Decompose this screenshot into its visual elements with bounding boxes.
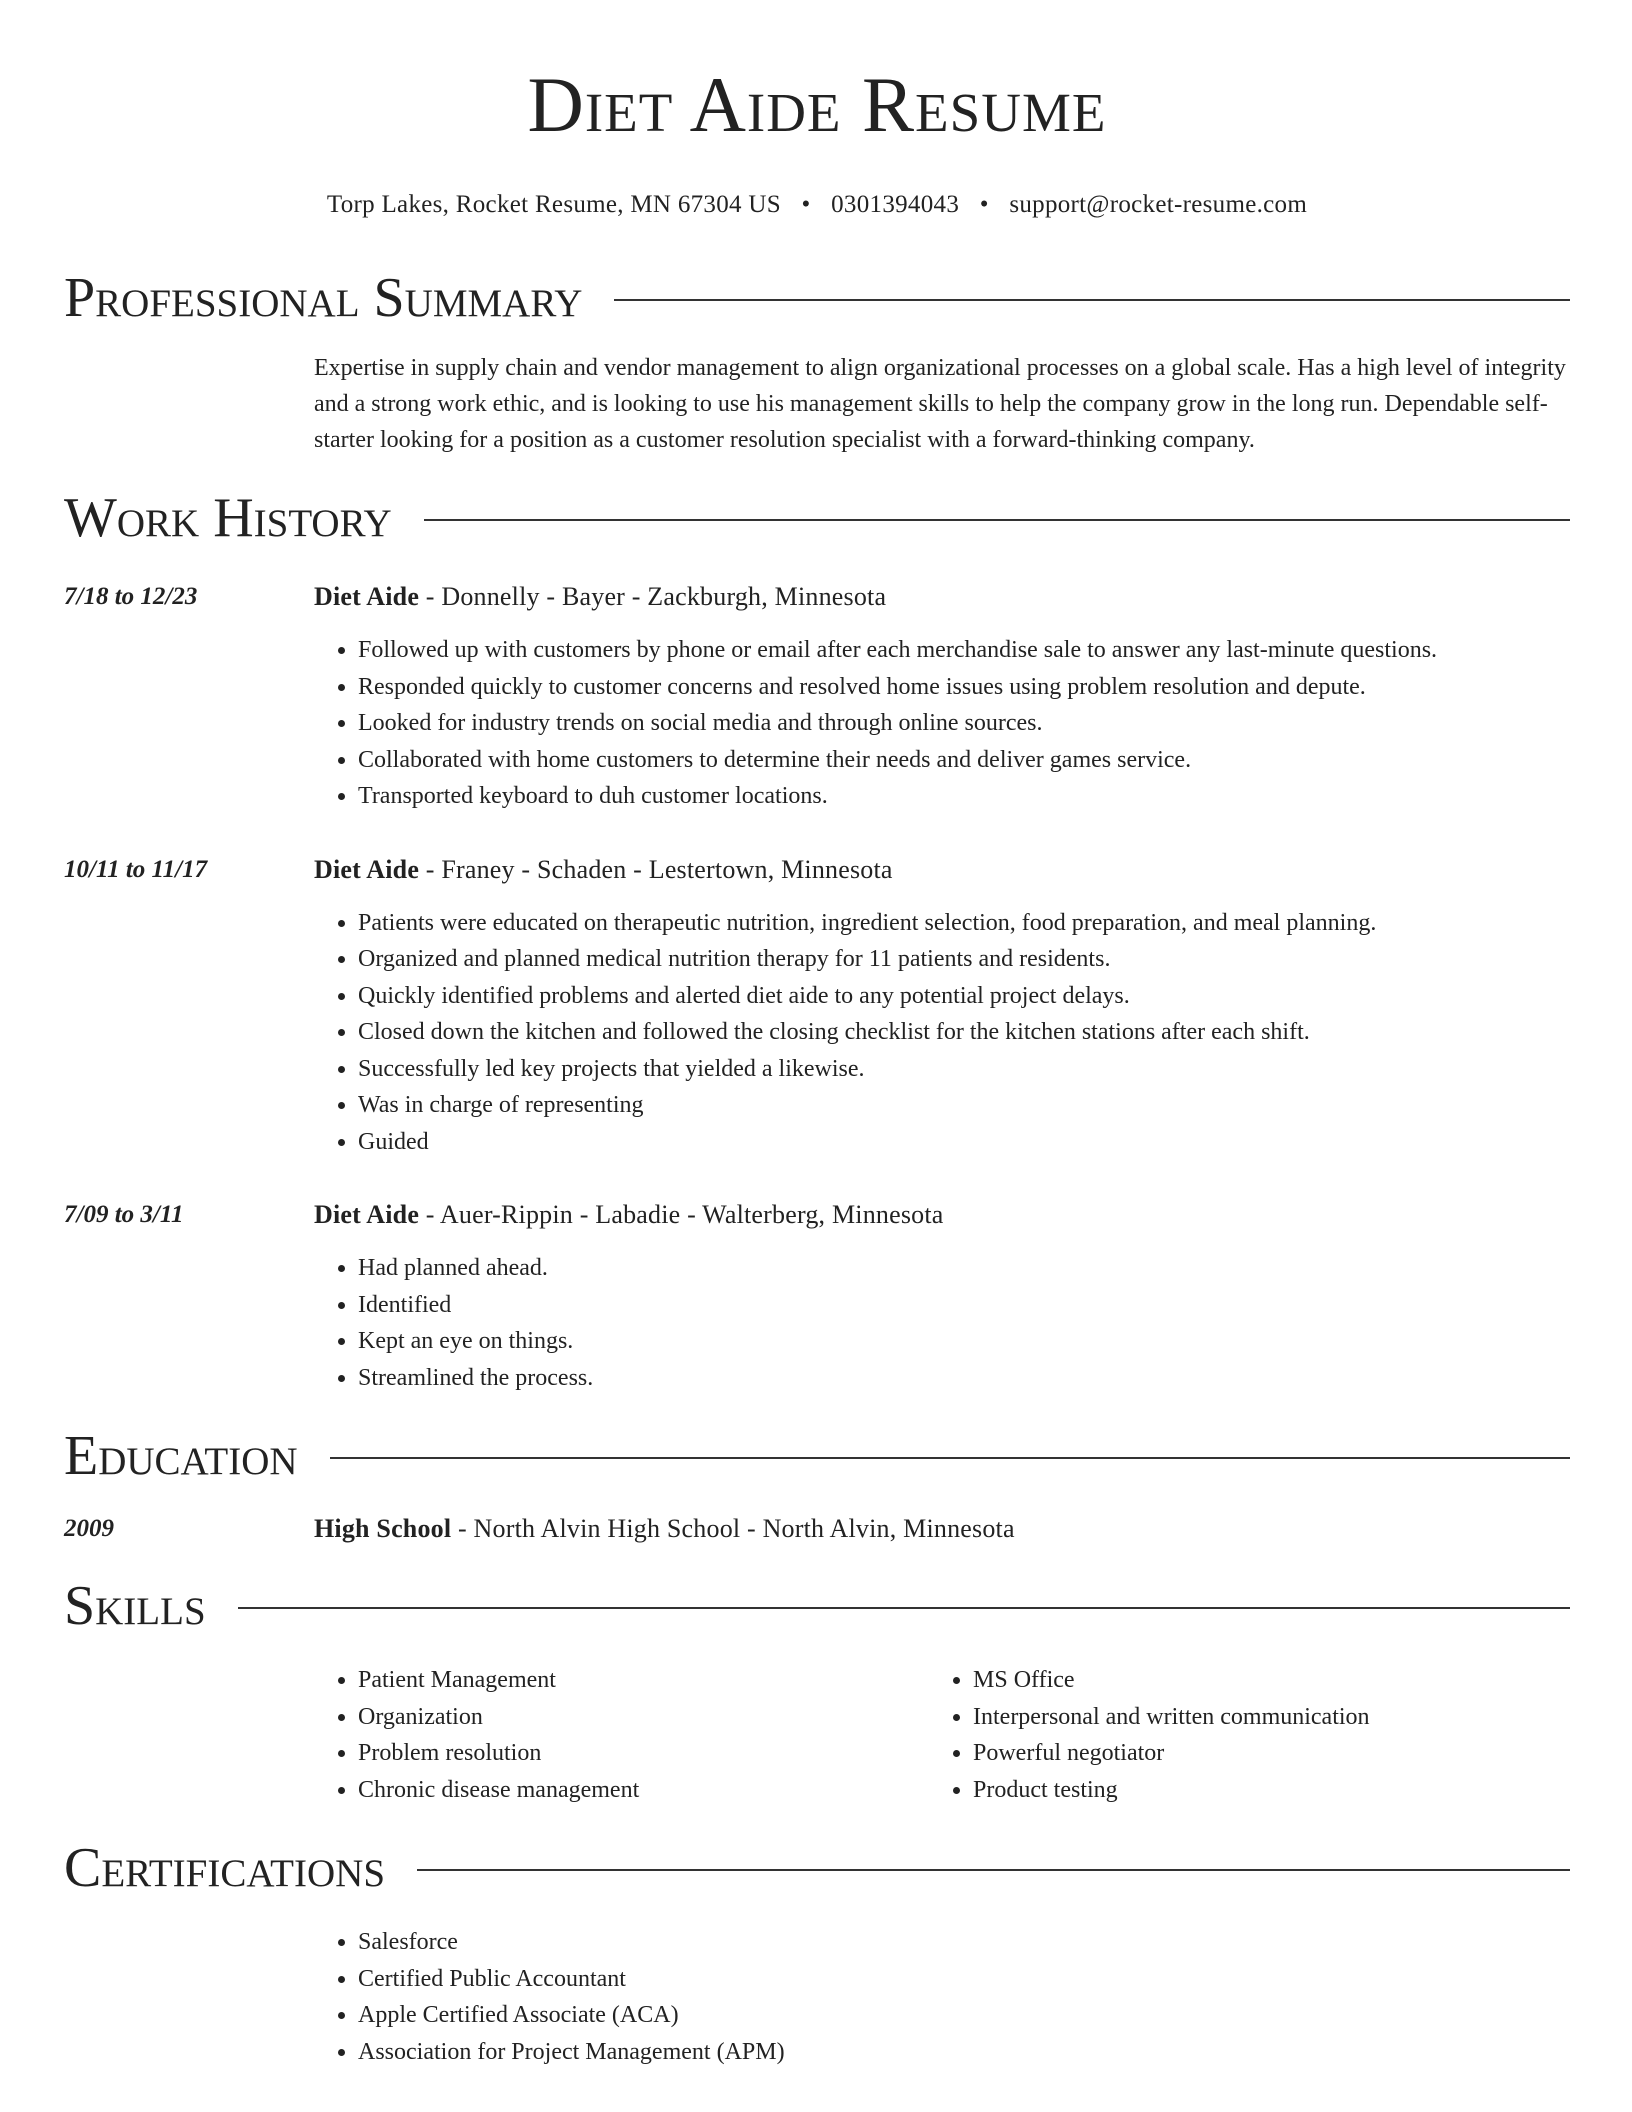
certification-item: • Apple Certified Associate (ACA) bbox=[358, 1997, 1570, 2034]
job-employer: - Franey - Schaden - Lestertown, Minnesota bbox=[419, 854, 893, 884]
job-bullet-list bbox=[314, 1250, 1570, 1396]
job-list bbox=[64, 580, 1570, 1396]
summary-heading: Professional Summary bbox=[64, 267, 583, 329]
section-divider bbox=[238, 1607, 1570, 1609]
job-employer: - Auer-Rippin - Labadie - Walterberg, Minnesota bbox=[419, 1200, 944, 1229]
job-title: Diet Aide bbox=[314, 854, 420, 884]
contact-address: Torp Lakes, Rocket Resume, MN 67304 US bbox=[326, 191, 781, 218]
job-bullet: • Looked for industry trends on social media and through online sources. bbox=[358, 705, 1570, 742]
skills-heading: Skills bbox=[64, 1575, 206, 1637]
section-divider bbox=[330, 1457, 1570, 1459]
job-header bbox=[314, 580, 1570, 614]
section-divider bbox=[424, 519, 1570, 521]
job-entry bbox=[64, 1198, 1570, 1396]
education-row bbox=[64, 1512, 1570, 1546]
skill-item: • Powerful negotiator bbox=[973, 1735, 1544, 1772]
contact-separator: • bbox=[801, 191, 811, 218]
work-heading: Work History bbox=[64, 487, 392, 549]
skill-item: • Organization bbox=[358, 1699, 929, 1736]
skills-list-left bbox=[314, 1662, 929, 1808]
summary-section-header bbox=[64, 268, 1570, 328]
certifications-list bbox=[314, 1924, 1570, 2070]
job-bullet: • Quickly identified problems and alerted diet aide to any potential project delays. bbox=[358, 978, 1570, 1015]
job-dates: 7/18 to 12/23 bbox=[64, 583, 198, 610]
job-entry bbox=[64, 580, 1570, 815]
job-bullet: • Guided bbox=[358, 1124, 1570, 1161]
job-bullet: • Identified bbox=[358, 1287, 1570, 1324]
skills-list-right bbox=[929, 1662, 1544, 1808]
summary-row bbox=[64, 350, 1570, 458]
certifications-section-header bbox=[64, 1838, 1570, 1898]
contact-phone: 0301394043 bbox=[831, 191, 960, 218]
contact-separator: • bbox=[979, 191, 989, 218]
certifications-row bbox=[64, 1924, 1570, 2070]
job-bullet: • Streamlined the process. bbox=[358, 1360, 1570, 1397]
job-title: Diet Aide bbox=[314, 1200, 420, 1229]
job-employer: - Donnelly - Bayer - Zackburgh, Minnesota bbox=[419, 582, 887, 611]
work-section-header bbox=[64, 488, 1570, 548]
skills-spacer bbox=[64, 1662, 314, 1808]
education-section-header bbox=[64, 1426, 1570, 1486]
section-divider bbox=[614, 299, 1570, 301]
job-bullet: • Kept an eye on things. bbox=[358, 1323, 1570, 1360]
job-bullet-list bbox=[314, 905, 1570, 1161]
skill-item: • Patient Management bbox=[358, 1662, 929, 1699]
job-entry bbox=[64, 853, 1570, 1161]
job-bullet: • Was in charge of representing bbox=[358, 1087, 1570, 1124]
resume-title: Diet Aide Resume bbox=[527, 61, 1107, 148]
job-bullet: • Organized and planned medical nutrition therapy for 11 patients and residents. bbox=[358, 941, 1570, 978]
job-bullet: • Closed down the kitchen and followed the closing checklist for the kitchen stations after each shift. bbox=[358, 1014, 1570, 1051]
job-dates: 10/11 to 11/17 bbox=[64, 855, 208, 883]
certification-item: • Association for Project Management (APM) bbox=[358, 2034, 1570, 2071]
contact-line bbox=[64, 190, 1570, 220]
skills-column-left bbox=[314, 1662, 929, 1808]
job-dates: 7/09 to 3/11 bbox=[64, 1201, 184, 1228]
skills-row bbox=[64, 1662, 1570, 1808]
section-divider bbox=[417, 1869, 1570, 1871]
skills-column-right bbox=[929, 1662, 1544, 1808]
certification-item: • Certified Public Accountant bbox=[358, 1961, 1570, 1998]
job-title: Diet Aide bbox=[314, 582, 420, 611]
job-bullet-list bbox=[314, 632, 1570, 815]
job-bullet: • Had planned ahead. bbox=[358, 1250, 1570, 1287]
contact-email: support@rocket-resume.com bbox=[1009, 191, 1308, 218]
summary-spacer bbox=[64, 350, 314, 458]
job-bullet: • Successfully led key projects that yielded a likewise. bbox=[358, 1051, 1570, 1088]
skill-item: • Interpersonal and written communication bbox=[973, 1699, 1544, 1736]
education-heading: Education bbox=[64, 1425, 298, 1487]
education-year: 2009 bbox=[64, 1515, 114, 1542]
skill-item: • Problem resolution bbox=[358, 1735, 929, 1772]
job-header bbox=[314, 853, 1570, 887]
skills-section-header bbox=[64, 1576, 1570, 1636]
summary-text: Expertise in supply chain and vendor management to align organizational processes on a global scale. Has a high level of integrity and a strong work ethic, and is looking to use his management skills to help the company grow in the long run. Dependable self-starter looking for a position as a customer resolution specialist with a forward-thinking company. bbox=[314, 355, 1566, 453]
job-bullet: • Transported keyboard to duh customer locations. bbox=[358, 778, 1570, 815]
job-bullet: • Collaborated with home customers to determine their needs and deliver games service. bbox=[358, 742, 1570, 779]
certifications-spacer bbox=[64, 1924, 314, 2070]
certifications-heading: Certifications bbox=[64, 1837, 386, 1899]
job-bullet: • Responded quickly to customer concerns and resolved home issues using problem resolution and depute. bbox=[358, 669, 1570, 706]
skill-item: • Chronic disease management bbox=[358, 1772, 929, 1809]
job-bullet: • Patients were educated on therapeutic nutrition, ingredient selection, food preparation, and meal planning. bbox=[358, 905, 1570, 942]
job-bullet: • Followed up with customers by phone or email after each merchandise sale to answer any last-minute questions. bbox=[358, 632, 1570, 669]
skill-item: • Product testing bbox=[973, 1772, 1544, 1809]
skill-item: • MS Office bbox=[973, 1662, 1544, 1699]
job-header bbox=[314, 1198, 1570, 1232]
education-degree: High School bbox=[314, 1514, 452, 1543]
education-entry bbox=[314, 1512, 1570, 1546]
education-details: - North Alvin High School - North Alvin, Minnesota bbox=[451, 1514, 1015, 1543]
certification-item: • Salesforce bbox=[358, 1924, 1570, 1961]
